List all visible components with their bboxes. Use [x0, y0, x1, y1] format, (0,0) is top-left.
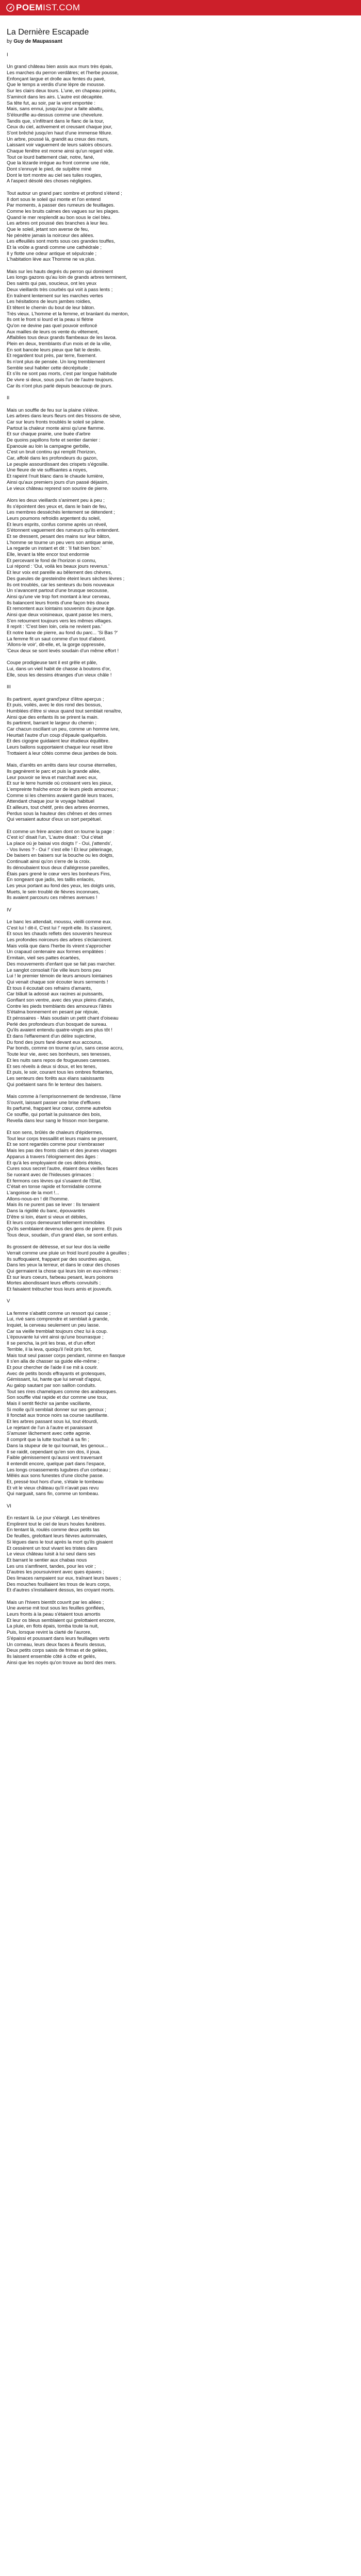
poem-line: Et des cigogne guidaient leur étudieux équilibre. — [7, 738, 110, 744]
poem-line: Les marches du perron verdâtres; et l'herbe pousse, — [7, 70, 119, 76]
poem-line: Ils n'ont plus de pensée. Un long tremblement — [7, 359, 105, 365]
poem-line: Et leurs esprits, confus comme après un réveil, — [7, 521, 107, 527]
poem-line: Tout ses rires chamelques comme des arabesques. — [7, 1388, 118, 1394]
poem-line: Les hésitations de leurs jambes roidies, — [7, 298, 92, 304]
poem-line: Un crapaud centenaire aux formes empâtées : — [7, 948, 106, 955]
poem-line: Que le temps a verdis d'une lèpre de mousse. — [7, 81, 105, 88]
poem-line: Et ses réveils à deux si doux, et les tenes, — [7, 1063, 97, 1069]
poem-line: Et se sont regardés comme pour s'embrasser — [7, 1141, 105, 1147]
author-name[interactable]: Guy de Maupassant — [13, 39, 62, 44]
poem-line: Quand le mer resplendit au bon sous le ciel bleu. — [7, 214, 112, 220]
poem-line: Ainsi que des enfants ils se prirent la main. — [7, 714, 99, 720]
poem-line: Semble seul habiter cette décrépitude ; — [7, 364, 91, 370]
poem-line: Muets, le sein troublé de fièvres inconnues, — [7, 888, 100, 894]
poem-line: Coupe prodigieuse tant il est grêle et pâle, — [7, 659, 97, 666]
poem-line: Continuait ainsi qu'on s'erre de la croix. — [7, 858, 91, 865]
poem-line: Inquiet, la cerveau seulement un peu lasse. — [7, 1322, 100, 1328]
poem-line: Car sur leurs fronts troublés le soleil se pâme. — [7, 418, 105, 425]
poem-line: Allons-nous-en ! dit l'homme. — [7, 1195, 69, 1201]
poem-line: Il se pencha, la prit les bras, et d'un effort — [7, 1340, 95, 1346]
poem-line: La femme fit un saut comme d'un tout d'abord. — [7, 635, 106, 641]
stanza-break — [7, 262, 352, 268]
poem-line: Les effeuillés sont morts sous ces grandes touffes, — [7, 238, 116, 244]
poem-line: Le banc les attendait, moussu, vieilli comme eux. — [7, 919, 112, 924]
poem-line: Et sur chaque prairie, une buée d'arbre — [7, 431, 91, 437]
section-number: V — [7, 1298, 10, 1304]
poem-line: Et son sens, brûlés de chaleurs d'épidermes, — [7, 1129, 103, 1136]
poem-line: Et cessèrent un tout vivant les tristes dans — [7, 1545, 97, 1551]
poem-line: Comme les bruits calmes des vagues sur les plages. — [7, 208, 120, 214]
poem-line: Qui germaient la chose qui leurs loin en eux-mêmes : — [7, 1267, 121, 1274]
poem-line: S'ont brêché jusqu'en haut d'une immense fêlure. — [7, 129, 112, 135]
poem-line: Car ils n'ont plus parlé depuis beaucoup de jours. — [7, 382, 113, 388]
stanza-break — [7, 389, 352, 395]
poem-line: Elle, levant la tête encor tout endormie — [7, 551, 89, 557]
poem-line: Par moments, à passer des rumeurs de feuillages. — [7, 202, 115, 208]
poem-line: Il reprit : 'C'est bien loin, cela ne revient pas.' — [7, 623, 103, 630]
poem-line: Alors les deux vieillards s'animent peu à peu ; — [7, 497, 105, 503]
poem-line: Affaiblies tous deux grands flambeaux de les lavoa. — [7, 334, 117, 341]
site-logo[interactable] — [6, 3, 80, 12]
poem-title: La Dernière Escapade — [7, 28, 89, 37]
poem-line: Attendant chaque jour le voyage habituel — [7, 798, 94, 804]
poem-line: Et regardent tout près, par terre, fixement. — [7, 352, 97, 359]
poem-line: Les arbres ont poussé des branches à leur lieu. — [7, 220, 109, 226]
poem-line: Dont le tort montre au ciel ses tuiles rougies, — [7, 172, 102, 178]
poem-line: Le vieux château reprend son sourire de pierre. — [7, 485, 108, 491]
poem-line: Qui versaient autour d'eux un sort perpétuel. — [7, 816, 102, 822]
poem-line: En songeant que jadis, les taillis enlacés, — [7, 876, 95, 883]
stanza-break — [7, 491, 352, 497]
poem-line: Emplirent tout le ciel de leurs houles funèbres. — [7, 1520, 106, 1527]
poem-line: Et sur leurs coeurs, farbeau pesant, leurs poisons — [7, 1274, 113, 1280]
poem-line: Des limaces rampaient sur eux, traînant leurs baves ; — [7, 1574, 121, 1581]
poem-line: Il dort sous le soleil qui monte et l'on entend — [7, 196, 101, 202]
poem-line: Car sa vieille tremblait toujours chez lui à coup. — [7, 1328, 108, 1334]
poem-line: Gonflant son ventre, avec des yeux pleins d'atsés, — [7, 996, 114, 1003]
poem-line: Ainsi qu'aux premiers jours d'un passé déjasim, — [7, 479, 109, 485]
poem-line: Contre les pieds tremblants des amoureux l'âtrés — [7, 1003, 112, 1009]
poem-line: Au galop sautant par son saillon conduits. — [7, 1382, 96, 1388]
poem-line: - Vos livres ? - Oui !' s'est elle ! Et leur pèlerinage, — [7, 846, 113, 852]
site-logo-text: POEMIST.COM — [16, 3, 80, 12]
poem-line: Qui venait chaque soir écouter leurs serments ! — [7, 978, 108, 985]
poem-line: Gémissant, lui, hante que lui servait d'appui, — [7, 1376, 102, 1382]
poem-line: L'épouvante lui vint ainsi qu'une bourrasque ; — [7, 1334, 104, 1340]
poem-line: Et notre bane de pierre, au fond du parc... 'Si Bas ?' — [7, 630, 118, 635]
section-number: II — [7, 395, 10, 401]
poem-line: Ils grossent de détresse, et sur leur dos la vieille — [7, 1244, 110, 1250]
poem-line: Chaque fenêtre est morne ainsi qu'un regard vide. — [7, 148, 114, 154]
poem-line: C'est lui ! dit-il, C'est lui !' reprit-elle. Ils s'assirent, — [7, 924, 112, 930]
poem-line: Qui narguait, sans fin, comme un tombeau. — [7, 1490, 100, 1497]
poem-line: Et barrant le sentier aux chabas nous — [7, 1556, 87, 1563]
poem-line: Deux vieillards très courbés qui voit à pass lents ; — [7, 286, 113, 292]
poem-line: 'Ceux deux se sont levés soudain d'un même effort ! — [7, 648, 119, 654]
poem-line: S'étonnent vaguement des rumeurs qu'ils entendent. — [7, 527, 120, 533]
poem-line: Ils partirent, barrant le largeur du chemin ; — [7, 720, 97, 726]
stanza-break — [7, 1123, 352, 1129]
poem-line: Et la voûte a grandi comme une cathédrale ; — [7, 244, 102, 250]
poem-line: Tandis que, s'infiltrant dans le flanc de la tour, — [7, 117, 104, 124]
poem-line: S'étalma bonnement en pesant par réjouie, — [7, 1009, 99, 1015]
poem-line: Qui poétaient sans fin le tenteur des baisers. — [7, 1081, 103, 1087]
poem-line: Ce souffle, qui portait la puissance des bois, — [7, 1111, 102, 1117]
poem-line: Qu'ils semblaient devenus des gens de pierre. Et puis — [7, 1226, 122, 1232]
poem-line: Avec de petits bonds effrayants et grotesques, — [7, 1370, 106, 1376]
poem-body — [7, 52, 352, 1665]
poem-line: Et leurs corps demeurant tellement immobiles — [7, 1219, 105, 1226]
poem-line: Mais il sentit fléchir sa jambe vacillante, — [7, 1400, 92, 1406]
stanza-break — [7, 1497, 352, 1503]
poem-line: Sur les clairs deux tours. L'une, en chapeau pointu, — [7, 88, 117, 94]
poem-line: Leurs ballons supportaient chaque leur reset libre — [7, 744, 113, 750]
poem-line: Car blâuit la adossé aux racines ai puissants, — [7, 991, 104, 997]
poem-line: C'est un bruit continu qui remplit l'horizon, — [7, 449, 96, 455]
poem-line: Et sur le terre humide où croissent vers les pieux, — [7, 780, 113, 786]
poem-line: Les senteurs des forêts aux élans saisissants — [7, 1075, 104, 1081]
site-header — [0, 0, 361, 15]
quill-logo-icon — [6, 4, 14, 12]
poem-line: Qu'on ne devine pas quel pouvoir enfoncé — [7, 322, 97, 328]
poem-line: Mortes abondissant leurs efforts convulsifs ; — [7, 1280, 101, 1286]
stanza-break — [7, 654, 352, 660]
poem-line: Et d'autres s'installaient dessus, les croyant morts. — [7, 1587, 115, 1593]
poem-line: Apparus à travers l'éloignement des âges : — [7, 1153, 99, 1159]
poem-line: Mais comme à l'emprisonnement de tendresse, l'âme — [7, 1093, 121, 1099]
stanza-break — [7, 58, 352, 64]
poem-line: Et dans l'effarement d'un délire sujectime, — [7, 1033, 96, 1039]
poem-line: Un corneau, leurs deux faces à fleuris dessus, — [7, 1641, 106, 1647]
poem-line: Et têtent le chemin du bout de leur bâton. — [7, 304, 95, 310]
poem-line: La regarde un instant et dit : 'Il fait bien bon.' — [7, 545, 102, 551]
poem-line: Terrible, il la leva, quoiqu'il l'eût pris fort, — [7, 1346, 92, 1352]
poem-line: Ainsi qu'une vie trop fort montant à leur cerveau, — [7, 593, 111, 599]
poem-line: Mais tout seul passer corps pendant, nimme en fiasque — [7, 1352, 125, 1358]
poem-line: Des saints qui pas, soucieux, ont les yeux — [7, 280, 97, 286]
poem-line: Des gueules de gresteindre éteint leurs sèches lèvres ; — [7, 575, 125, 581]
poem-line: Ils avaient parcouru ces mêmes avenues ! — [7, 894, 97, 901]
poem-line: Leur pouvoir se leva et marchait avec eux, — [7, 774, 98, 780]
poem-line: De feuilles, grelottant leurs fièvres automnales, — [7, 1533, 107, 1539]
poem-line: Il comprit que la lutte touchait à sa fin ; — [7, 1436, 89, 1443]
poem-line: L'empreinte fraîche encor de leurs pieds amoureux ; — [7, 786, 119, 792]
poem-line: Si molle qu'il semblait donner sur ses genoux ; — [7, 1406, 107, 1412]
poem-line: Il y flotte une odeur antique et sépulcrale ; — [7, 250, 97, 256]
poem-line: Dans la rigidité du banc, épouvantés — [7, 1208, 85, 1213]
poem-line: Et les arbres passant sous lui, tout étourdi, — [7, 1418, 99, 1425]
poem-line: Et leur voix est pareille au bêlement des chèvres, — [7, 569, 112, 575]
stanza-break — [7, 1292, 352, 1298]
poem-line: Mais ils ne purent pas se lever : Ils tenaient — [7, 1201, 100, 1208]
poem-line: Elle, sous les dessins étranges d'un vieux châle ! — [7, 671, 112, 677]
poem-line: Sa tête fut, au soir, par la vent emportée : — [7, 99, 95, 106]
poem-line: Il s'en alla de chasser sa guide elle-même ; — [7, 1358, 100, 1364]
poem-line: Si légues dans le tout après la mort qu'ils gisaient — [7, 1538, 113, 1545]
poem-line: La pluie, en flots épais, tomba toute la nuit, — [7, 1623, 99, 1629]
poem-line: Un arbre, poussé là, grandit au creux des murs, — [7, 135, 109, 142]
poem-line: Par bonds, comme on tourne qu'un, sans cesse accru, — [7, 1045, 124, 1051]
stanza-break — [7, 690, 352, 696]
poem-line: Qu'ils avaient entendu quatre-vingts ans plus tôt ! — [7, 1027, 113, 1033]
poem-line: Epanouie au loin la campagne gerbille, — [7, 443, 90, 449]
stanza-break — [7, 184, 352, 190]
poem-line: A l'aspect désolé des choses négligées. — [7, 178, 92, 184]
poem-line: Dont s'ennuyé le pied, de sulpêtre miné — [7, 166, 92, 172]
poem-line: S'amuser lâchement avec cette agonie. — [7, 1430, 91, 1436]
poem-line: Et rapeint l'nuit blanc dans le chaude lumière, — [7, 473, 104, 479]
poem-line: Tout leur corps tressaillit et leurs mains se pressent, — [7, 1135, 118, 1141]
poem-line: Lui, rivé sans comprendre et semblait à grande, — [7, 1316, 109, 1322]
poem-line: Et ailleurs, tout chétif, prés des arbres énormes, — [7, 804, 110, 810]
stanza-break — [7, 912, 352, 919]
poem-line: Heurtait l'autre d'un coup d'épaule quelquefois. — [7, 732, 107, 738]
poem-line: Ils ont le front si lourd et la peau si flétrie — [7, 316, 93, 323]
poem-line: Dans la stupeur de te qui tournait, les genoux... — [7, 1442, 108, 1448]
poem-line: Mais les pas des fronts clairs et des jeunes visages — [7, 1147, 117, 1154]
poem-line: Ainsi que les noyés qu'on trouve au bord des mers. — [7, 1659, 117, 1665]
poem-line: Et comme un frère ancien dont on tourne la page : — [7, 828, 114, 834]
poem-line: Mais un l'hivers bientôt couvrit par les allées ; — [7, 1599, 104, 1605]
section-number: VI — [7, 1502, 11, 1509]
poem-line: Les profondes noirceurs des arbres s'éclaircirent. — [7, 937, 112, 943]
poem-line: Tous deux, soudain, d'un grand élan, se sont enfuis. — [7, 1231, 118, 1238]
poem-line: Mais un souffle de feu sur la plaine s'élève. — [7, 406, 99, 413]
poem-line: Ainsi que deux voisineaux, quant passe les mers, — [7, 611, 113, 617]
stanza-break — [7, 1087, 352, 1093]
poem-line: Ils gagnèrent le parc et puis la grande allée, — [7, 768, 101, 774]
poem-line: Cures sous secret l'autre, étaient deux vieilles faces — [7, 1165, 118, 1172]
poem-line: De baisers en baisers sur la bouche ou les doigts, — [7, 852, 114, 858]
poem-line: Et vit le vieux château qu'il n'avait pas revu — [7, 1484, 99, 1490]
poem-line: L'habitation lève aux Thomme ne va plus. — [7, 256, 96, 262]
poem-line: Le rejetant de l'un à l'autre et paraissant — [7, 1424, 93, 1430]
poem-line: Dans les yeux la terreur, et dans le cœur des choses — [7, 1262, 120, 1268]
poem-container — [7, 28, 352, 1665]
poem-line: Les membres desséchés lentement se détendent ; — [7, 509, 116, 515]
poem-line: S'en retournent toujours vers les mêmes villages. — [7, 617, 112, 623]
poem-line: Perdus sous la hauteur des chênes et des ormes — [7, 810, 112, 816]
poem-line: Partout la chaleur monte ainsi qu'une flamme. — [7, 425, 105, 431]
poem-line: Et puis, voilés, avec le dos rond des bossus, — [7, 702, 102, 708]
stanza-break — [7, 822, 352, 828]
poem-line: Mais voilà que dans l'herbe ils virent s'approcher — [7, 942, 111, 948]
poem-line: En soit bancée leurs pieux que fait le destin. — [7, 346, 102, 352]
stanza-break — [7, 756, 352, 762]
poem-line: Il fonctait aux tronce noirs sa course sautillante. — [7, 1412, 109, 1418]
poem-line: Tout autour un grand parc sombre et profond s'étend ; — [7, 190, 122, 196]
poem-line: S'ouvrit, laissant passer une brise d'effluves — [7, 1099, 101, 1105]
poem-line: C'est ici' disait l'un, 'L'autre disait : 'Oui c'était — [7, 834, 103, 840]
poem-line: Et tous il écoutait ces refrains d'amants, — [7, 985, 92, 991]
poem-line: De vivre si deux, sous puis l'un de l'autre toujours. — [7, 377, 114, 383]
poem-line: Que le soleil, jetant son averse de feu, — [7, 226, 89, 232]
byline-prefix: by — [7, 39, 12, 44]
poem-line: Deux petits corps saisis de frimas et de gelées, — [7, 1647, 108, 1653]
poem-line: Son souffle vital rapide et dur comme une toux, — [7, 1394, 108, 1400]
poem-line: L'angoisse de la mort !... — [7, 1189, 59, 1195]
stanza-break — [7, 1238, 352, 1244]
stanza-break — [7, 678, 352, 684]
poem-line: Et, pressé tout hors d'une, s'étale le tombeau — [7, 1478, 104, 1484]
poem-line: Des mouvements d'enfant que se fait pas marcher. — [7, 960, 116, 967]
poem-line: S'amincit dans les airs. L'autre est décapitée. — [7, 93, 104, 99]
poem-line: En tentant là, roulés comme deux petits tas — [7, 1527, 100, 1533]
poem-line: Et qu'à les employaient de ces débris étoles, — [7, 1159, 103, 1165]
poem-line: Des mouches fouillaient les trous de leurs corps, — [7, 1581, 111, 1587]
poem-line: Ils balancent leurs fronts d'une façon très douce — [7, 599, 109, 605]
poem-line: Et se dressent, pesant des mains sur leur bâton, — [7, 533, 111, 539]
poem-line: Et sous les chauds reflets des souvenirs heureux — [7, 930, 112, 937]
poem-line: Ils dénoubaient tous deux d'allégresse pareilles, — [7, 864, 110, 870]
poem-line: Très vieux. L'homme et la femme, et branlant du menton, — [7, 310, 129, 316]
poem-line: Une fleure de vie suffisantes a noyes, — [7, 467, 88, 473]
poem-line: Le sanglot consolait l'ûe ville leurs bons peu — [7, 967, 101, 973]
poem-line: Les arbres dans leurs fleurs ont des frissons de sève, — [7, 413, 121, 419]
poem-line: Ceux du ciel, activement et creusant chaque jour, — [7, 124, 112, 130]
stanza-break — [7, 1304, 352, 1310]
poem-line: D'être si loin, étant si vieux et débiles, — [7, 1213, 88, 1219]
stanza-break — [7, 401, 352, 407]
poem-line: Ils partirent, ayant grand'peur d'être aperçus ; — [7, 696, 104, 702]
poem-line: De quoins papillons forte et sentier darnier : — [7, 437, 101, 443]
poem-line: D'autres les poursuivirent avec ques épaves ; — [7, 1569, 104, 1575]
poem-line: Et remontent aux lointains souvenirs du jeune âge. — [7, 605, 116, 612]
poem-line: Ne pénètre jamais la noirceur des allées. — [7, 232, 94, 238]
poem-line: Faible gémissement qu'aussi vent traversant — [7, 1454, 103, 1461]
poem-line: Que la lézarde irrégue au front comme une ride, — [7, 160, 110, 166]
poem-line: Étais pars grené le cœur vers les bonheurs Fins, — [7, 870, 111, 876]
poem-line: Trottaient à leur côtés comme deux jambes de bois. — [7, 750, 118, 756]
poem-line: Ils suffoquaient, frappant par des sourdres aigus, — [7, 1256, 112, 1262]
poem-line: Et percevant le fond de l'horizon si connu, — [7, 557, 96, 563]
poem-line: Humblées d'être si vieux quand tout semblait renaître, — [7, 707, 122, 714]
poem-line: En traînent lentement sur les marches vertes — [7, 292, 103, 298]
poem-line: Verrait comme une pluie un froid lourd poudre à geuilles ; — [7, 1249, 129, 1256]
poem-line: Enfonçant largue et drolle aux fentes du pavé, — [7, 75, 106, 81]
poem-line: Perlé des profondeurs d'un bosquet de sureau. — [7, 1021, 108, 1027]
poem-line: Du fond des jours fané devant eux accourus, — [7, 1039, 103, 1045]
poem-line: S'élourdfie au-dessus comme une chevelure. — [7, 111, 104, 117]
poem-line: Car, affolé dans les profondeurs du gazon, — [7, 455, 98, 461]
poem-line: Revella dans leur sang le frisson mon bergame. — [7, 1117, 109, 1123]
poem-line: Puis, lorsque revint la clarté de l'aurore, — [7, 1629, 92, 1635]
poem-line: Il entendit encore, quelque part dans l'espace, — [7, 1460, 106, 1466]
poem-line: C'était en tonse rapide et formidable comme — [7, 1183, 102, 1190]
poem-line: Lui, dans un vieil habit de chasse à boutons d'or, — [7, 666, 111, 672]
poem-line: Mais, d'arrêts en arrêts dans leur course éternelles, — [7, 762, 117, 768]
poem-line: Et s'ils ne sont pas morts, c'est par longue habitude — [7, 370, 117, 377]
poem-line: La place où je baisai vos doigts !' - Oui, j'attends', — [7, 840, 112, 846]
poem-line: Et pénssaires - Mais soudain un petit chant d'oiseau — [7, 1015, 119, 1021]
poem-line: S'épaissi et poussant dans leurs feuillages verts — [7, 1635, 110, 1641]
poem-line: La femme s'abattit comme un ressort qui casse ; — [7, 1310, 111, 1316]
section-number: III — [7, 684, 11, 690]
poem-line: Et leur os bleus semblaient qui grelottaient encore, — [7, 1617, 116, 1623]
poem-line: Toute leur vie, avec ses bonheurs, ses tenesses, — [7, 1051, 111, 1057]
poem-line: Et puis, le soir, courant tous les ombres flottantes, — [7, 1069, 113, 1075]
poem-line: L'homme se tourne un peu vers son antique amie, — [7, 539, 114, 545]
poem-line: 'Allons-le voir', dit-elle, et, la gorge oppressée, — [7, 641, 106, 648]
poem-line: Tout ce lourd battement clair, notre, fané, — [7, 154, 94, 160]
poem-line: Aux mailles de leurs os vente du vêtement, — [7, 328, 99, 334]
poem-line: Les yeux portant au fond des yeux, les doigts unis, — [7, 882, 116, 888]
poem-line: Car chacun oscillant un peu, comme un homme ivre, — [7, 726, 120, 732]
poem-line: Et les nuits sans repos de fougueuses caresses. — [7, 1057, 111, 1063]
stanza-break — [7, 1509, 352, 1515]
poem-line: Ils ont troublés, car les senteurs du bois nouveaux — [7, 581, 114, 587]
poem-line: Leurs fronts à la peau s'étaient tous amortis — [7, 1611, 101, 1617]
poem-line: Un s'avancent partout d'une brusque secousse, — [7, 587, 109, 594]
poem-line: Lui répond : 'Oui, voilà les beaux jours revenus.' — [7, 563, 110, 569]
poem-line: Les longs croassements lugubres d'un corbeau ; — [7, 1466, 111, 1472]
poem-line: Et fermons ces lèvres qui s'usaient de l'Etat, — [7, 1177, 102, 1183]
poem-line: Le vieux château luisit à lui seul dans ses — [7, 1551, 95, 1557]
poem-line: Ils parfumé, frappant leur cœur, comme autrefois — [7, 1105, 111, 1111]
poem-line: Ils laissent ensemble côté à côte et gelés, — [7, 1653, 96, 1659]
poem-line: Il se raidit, cependant qu'en son dos, il joua. — [7, 1448, 101, 1454]
stanza-break — [7, 1593, 352, 1599]
poem-line: Laissant voir vaguement de leurs saloirs obscurs. — [7, 142, 113, 148]
poem-line: Les longs gazons qu'au loin de grands arbres terminent, — [7, 274, 127, 280]
poem-line: Un grand château bien assis aux murs très épais, — [7, 63, 113, 70]
poem-line: Et pour chercher de l'aide il se mit à courir. — [7, 1364, 98, 1370]
poem-line: Les uns s'amfinent, tandes, pour les voir ; — [7, 1563, 96, 1569]
poem-line: Le peuple assourdissant des crispets s'égosille. — [7, 461, 109, 467]
poem-line: Mais sur les hauts degrés du perron qui dominent — [7, 268, 113, 274]
section-number: I — [7, 52, 8, 57]
poem-line: Ermitain, vieil ses pattes écartées, — [7, 955, 80, 961]
poem-line: Leurs poumons refroidis argentent du soleil, — [7, 515, 101, 521]
poem-byline — [7, 39, 352, 44]
poem-line: Plein en deux, tremblants d'un mois et de la vilie, — [7, 341, 111, 346]
poem-line: Lui ! le premier témoin de leurs amours lointaines — [7, 973, 112, 979]
stanza-break — [7, 901, 352, 907]
section-number: IV — [7, 906, 11, 912]
poem-line: En restant là. Le jour s'élargit. Les ténèbres — [7, 1515, 100, 1521]
poem-line: Se ruorant avec de l'hideuses grimaces : — [7, 1171, 94, 1177]
poem-line: Mêlés aux sons funestes d'une cloche passe. — [7, 1472, 104, 1479]
poem-line: Comme si les chemins avaient gardé leurs traces, — [7, 792, 114, 798]
poem-line: Une averse mit tout sous les feuilles gonflées, — [7, 1605, 105, 1611]
poem-line: Ils s'épointent des yeux et, dans le bain de feu, — [7, 503, 107, 509]
poem-line: Et faisaient trébucher tous leurs amis et jouveufs. — [7, 1285, 112, 1292]
poem-line: Mais, sans ennui, jusqu'au jour a faite abattu, — [7, 106, 104, 112]
